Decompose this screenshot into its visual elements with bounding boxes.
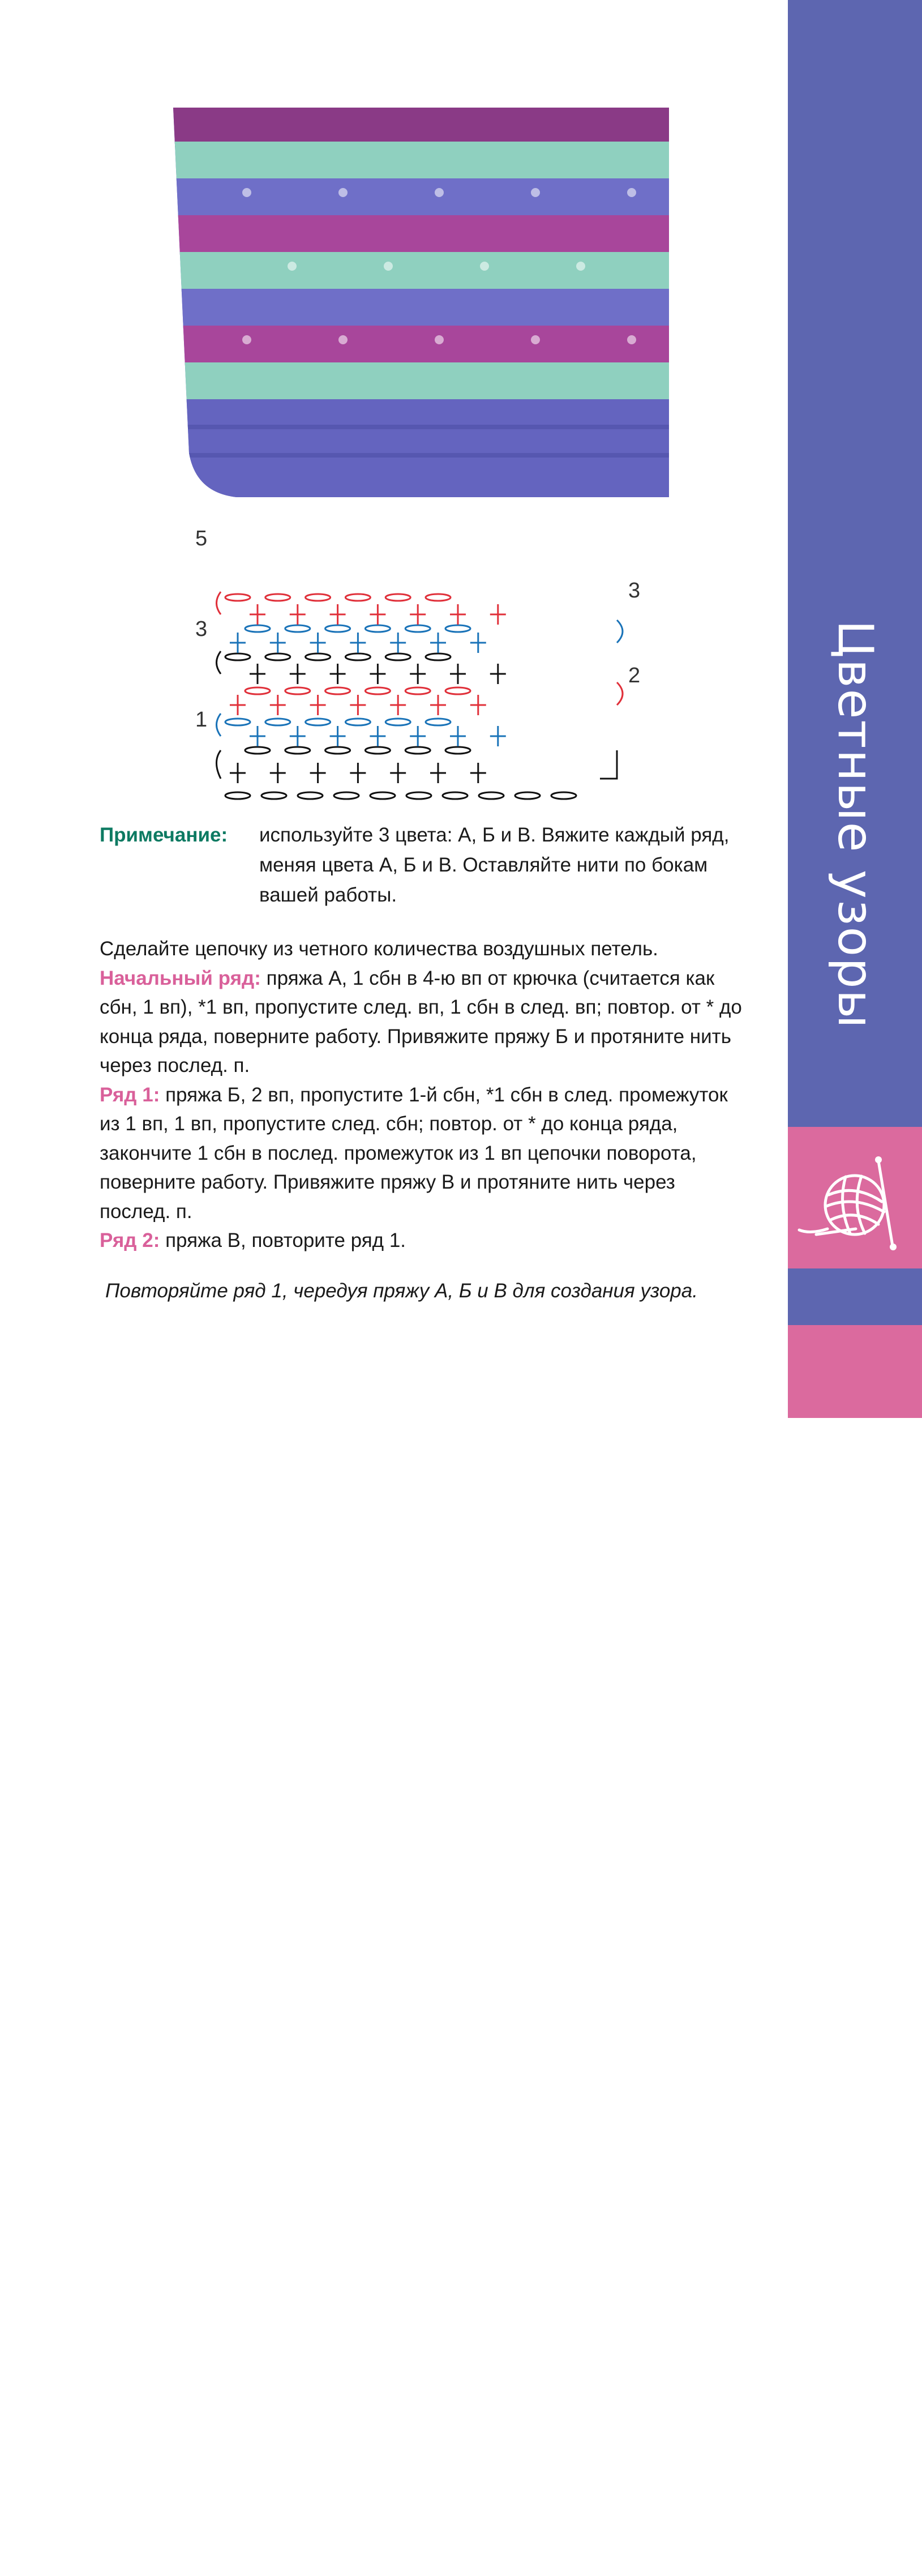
chain-stitch-symbol [551,792,576,799]
row-label: Начальный ряд: [100,967,261,989]
crochet-swatch-photo [173,108,669,497]
chain-stitch-symbol [385,653,410,660]
instruction-row-1 [100,1080,745,1227]
chain-stitch-symbol [265,594,290,601]
chain-stitch-symbol [365,625,390,632]
chain-stitch-symbol [345,653,370,660]
instructions [100,934,745,1255]
chain-stitch-symbol [265,653,290,660]
chain-stitch-symbol [445,747,470,754]
intro-line: Сделайте цепочку из четного количества воздушных петель. [100,938,658,960]
chain-stitch-symbol [298,792,323,799]
chapter-title: Цветные узоры [827,620,884,1029]
chain-stitch-symbol [306,594,331,601]
page-number-band [788,1268,922,2576]
chain-stitch-symbol [334,792,359,799]
turning-chain-symbol [217,592,221,614]
yarn-ball-hook-icon [794,1150,912,1257]
row-label-left-5: 5 [195,527,208,550]
chain-stitch-symbol [325,747,350,754]
chain-stitch-symbol [345,719,370,725]
chain-stitch-symbol [261,792,286,799]
turning-chain-symbol [617,682,623,705]
closing-line: Повторяйте ряд 1, чередуя пряжу А, Б и В для создания узора. [105,1280,698,1302]
chain-stitch-symbol [285,687,310,694]
chain-stitch-symbol [245,747,270,754]
chain-stitch-symbol [225,594,250,601]
note-text: используйте 3 цвета: А, Б и В. Вяжите каждый ряд, меняя цвета А, Б и В. Оставляйте нити по бокам вашей работы. [259,824,730,906]
chain-stitch-symbol [365,747,390,754]
chain-stitch-symbol [426,594,451,601]
instruction-row-2 [100,1226,745,1255]
chain-stitch-symbol [479,792,504,799]
chain-stitch-symbol [405,747,430,754]
chain-stitch-symbol [225,653,250,660]
note-label: Примечание: [100,824,228,846]
chain-stitch-symbol [385,719,410,725]
row-label-right-3: 3 [628,579,641,603]
chain-stitch-symbol [285,747,310,754]
chain-stitch-symbol [365,687,390,694]
row-label: Ряд 1: [100,1083,160,1106]
chain-stitch-symbol [426,719,451,725]
chain-stitch-symbol [370,792,395,799]
turning-chain-symbol [217,714,221,736]
turning-chain-symbol [217,651,221,674]
row-label: Ряд 2: [100,1229,160,1251]
row-label-left-3: 3 [195,617,208,641]
chain-stitch-symbol [225,719,250,725]
row-label-right-2: 2 [628,664,641,687]
row-text: пряжа Б, 2 вп, пропустите 1-й сбн, *1 сбн в след. промежуток из 1 вп, 1 вп, пропустите след. сбн; повтор. от * до конца ряда, закончите 1 сбн в послед. промежуток из 1 вп цепочки поворота, поверните работу. Привяжите пряжу В и протяните нить через послед. п. [100,1083,728,1223]
chain-stitch-symbol [385,594,410,601]
chain-stitch-symbol [406,792,431,799]
row-text: пряжа А, 1 сбн в 4-ю вп от крючка (считается как сбн, 1 вп), *1 вп, пропустите след. вп, 1 сбн в след. вп; повтор. от * до конца ряда, поверните работу. Привяжите пряжу Б и протяните нить через послед. п. [100,967,742,1076]
chain-stitch-symbol [445,687,470,694]
turning-chain-symbol [600,750,617,779]
row-text: пряжа В, повторите ряд 1. [160,1229,406,1251]
chain-stitch-symbol [306,653,331,660]
chain-stitch-symbol [285,625,310,632]
chain-stitch-symbol [265,719,290,725]
chain-stitch-symbol [325,625,350,632]
page-number: 95 [842,2553,868,2576]
instruction-row-start [100,964,745,1080]
chain-stitch-symbol [445,625,470,632]
chain-stitch-symbol [306,719,331,725]
chain-stitch-symbol [515,792,540,799]
chain-stitch-symbol [325,687,350,694]
chain-stitch-symbol [405,687,430,694]
chain-stitch-symbol [245,625,270,632]
row-label-left-1: 1 [195,708,208,732]
chain-stitch-symbol [345,594,370,601]
turning-chain-symbol [617,620,623,643]
sidebar-pink-footer [788,1325,922,1418]
stitch-diagram [187,512,657,807]
chain-stitch-symbol [443,792,468,799]
chain-stitch-symbol [405,625,430,632]
chain-stitch-symbol [245,687,270,694]
chain-stitch-symbol [426,653,451,660]
turning-chain-symbol [217,750,221,779]
chain-stitch-symbol [225,792,250,799]
